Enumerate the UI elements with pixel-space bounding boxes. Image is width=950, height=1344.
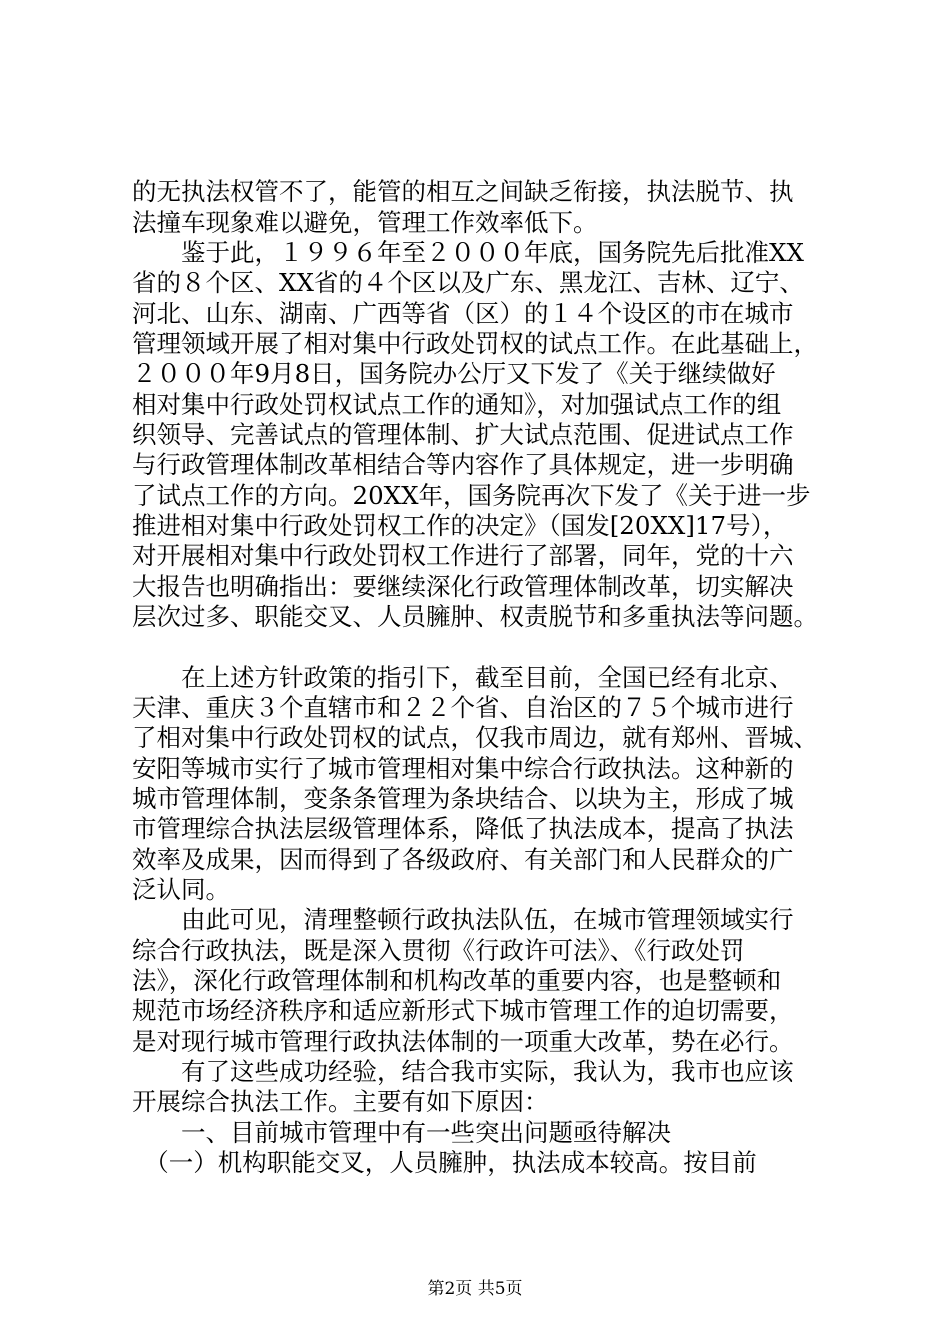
body-text-line: 层次过多、职能交叉、人员臃肿、权责脱节和多重执法等问题。 — [132, 602, 818, 631]
body-text-line: 省的８个区、XX省的４个区以及广东、黑龙江、吉林、辽宁、 — [132, 268, 804, 297]
body-text-line: 织领导、完善试点的管理体制、扩大试点范围、促进试点工作 — [132, 420, 794, 449]
body-text-line: 法撞车现象难以避免，管理工作效率低下。 — [132, 208, 598, 237]
body-text-line: 相对集中行政处罚权试点工作的通知》，对加强试点工作的组 — [132, 390, 782, 419]
body-text-line: 天津、重庆３个直辖市和２２个省、自治区的７５个城市进行 — [132, 693, 794, 722]
body-text-line: 河北、山东、湖南、广西等省（区）的１４个设区的市在城市 — [132, 299, 794, 328]
body-text-line: 对开展相对集中行政处罚权工作进行了部署，同年，党的十六 — [132, 541, 794, 570]
body-text-line: 是对现行城市管理行政执法体制的一项重大改革，势在必行。 — [132, 1027, 794, 1056]
body-text-line: 了相对集中行政处罚权的试点，仅我市周边，就有郑州、晋城、 — [132, 723, 818, 752]
body-text-line: 与行政管理体制改革相结合等内容作了具体规定，进一步明确 — [132, 450, 794, 479]
body-text-line: 推进相对集中行政处罚权工作的决定》（国发[20XX]17号）， — [132, 511, 788, 540]
body-text-line: 泛认同。 — [132, 875, 230, 904]
body-text-line: 开展综合执法工作。主要有如下原因： — [132, 1087, 549, 1116]
body-text-line: 有了这些成功经验，结合我市实际，我认为，我市也应该 — [132, 1057, 794, 1086]
body-text-line: 由此可见，清理整顿行政执法队伍，在城市管理领域实行 — [132, 905, 794, 934]
body-text-line: 了试点工作的方向。20XX年，国务院再次下发了《关于进一步 — [132, 481, 811, 510]
body-text-line: 安阳等城市实行了城市管理相对集中综合行政执法。这种新的 — [132, 754, 794, 783]
section-heading: 一、目前城市管理中有一些突出问题亟待解决 — [132, 1118, 671, 1147]
body-text-line: 规范市场经济秩序和适应新形式下城市管理工作的迫切需要， — [132, 996, 794, 1025]
body-text-line: 城市管理体制，变条条管理为条块结合、以块为主，形成了城 — [132, 784, 794, 813]
body-text-line: 大报告也明确指出：要继续深化行政管理体制改革，切实解决 — [132, 572, 794, 601]
body-text-line: 法》，深化行政管理体制和机构改革的重要内容，也是整顿和 — [132, 966, 782, 995]
body-text-line: ２０００年9月8日，国务院办公厅又下发了《关于继续做好 — [132, 359, 776, 388]
body-text-line: （一）机构职能交叉，人员臃肿，执法成本较高。按目前 — [132, 1148, 757, 1177]
body-text-line: 在上述方针政策的指引下，截至目前，全国已经有北京、 — [132, 663, 794, 692]
body-text-line: 鉴于此，１９９６年至２０００年底，国务院先后批准XX — [132, 238, 804, 267]
body-text-line: 的无执法权管不了，能管的相互之间缺乏衔接，执法脱节、执 — [132, 177, 794, 206]
page-number-footer: 第2页 共5页 — [427, 1279, 523, 1299]
body-text-line: 综合行政执法，既是深入贯彻《行政许可法》、《行政处罚 — [132, 936, 745, 965]
body-text-line: 市管理综合执法层级管理体系，降低了执法成本，提高了执法 — [132, 814, 794, 843]
body-text-line: 效率及成果，因而得到了各级政府、有关部门和人民群众的广 — [132, 845, 794, 874]
body-text-line: 管理领域开展了相对集中行政处罚权的试点工作。在此基础上， — [132, 329, 818, 358]
